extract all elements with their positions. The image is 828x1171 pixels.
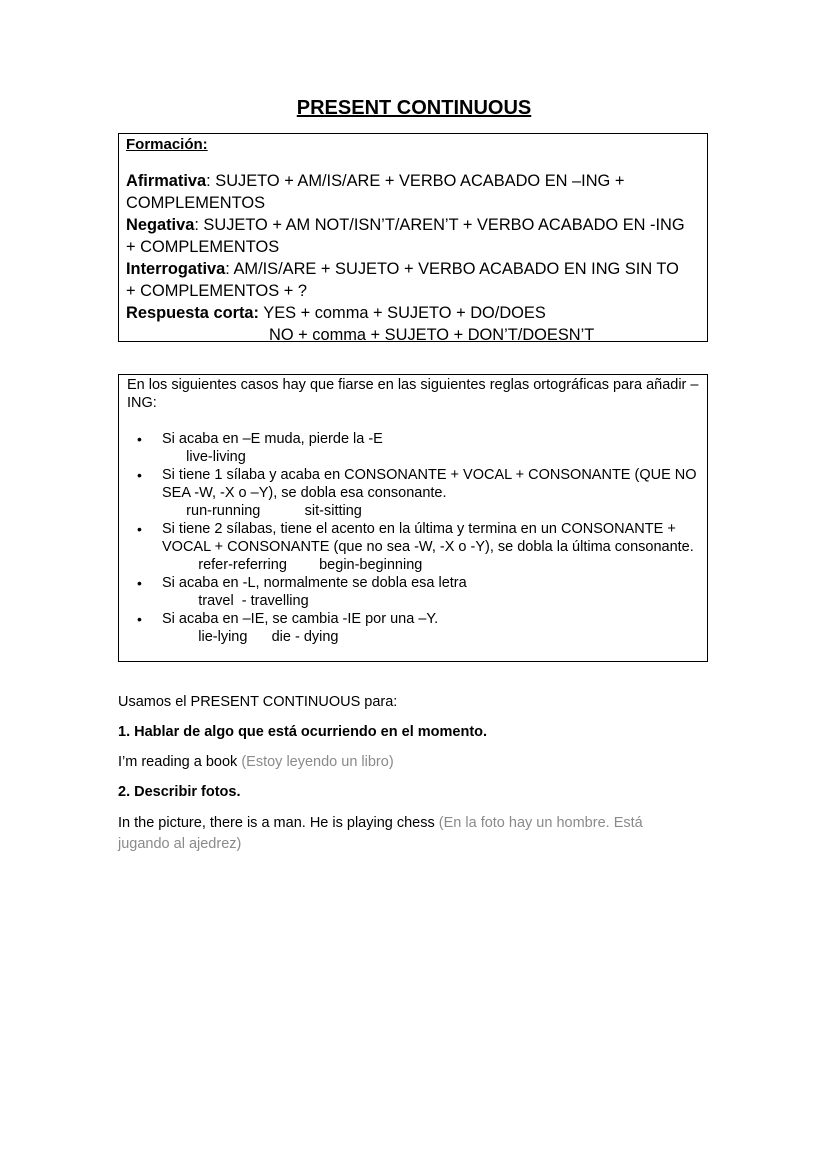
negative-continuation: + COMPLEMENTOS: [126, 238, 280, 256]
rule-example: lie-lying die - dying: [162, 629, 339, 645]
usage-point1-heading-text: 1. Hablar de algo que está ocurriendo en el momento.: [118, 724, 488, 740]
usage-intro: Usamos el PRESENT CONTINUOUS para:: [118, 694, 398, 710]
list-item: [127, 466, 699, 520]
example-translation: (Estoy leyendo un libro): [241, 754, 394, 770]
list-item: [127, 610, 699, 646]
usage-point2-heading-text: 2. Describir fotos.: [118, 784, 241, 800]
list-item: [127, 574, 699, 610]
rule-text: Si acaba en –IE, se cambia -IE por una –Y.: [162, 611, 439, 627]
bullet-icon: •: [137, 521, 142, 537]
short-answer-line: [126, 302, 700, 324]
negative-formula: : SUJETO + AM NOT/ISN’T/AREN’T + VERBO ACABADO EN -ING: [194, 216, 685, 234]
negative-label: Negativa: [126, 216, 195, 234]
rule-text: Si tiene 1 sílaba y acaba en CONSONANTE + VOCAL + CONSONANTE (QUE NO SEA -W, -X o –Y), se dobla esa consonante.: [162, 467, 697, 501]
formation-box: [118, 133, 708, 342]
interrogative-formula: : AM/IS/ARE + SUJETO + VERBO ACABADO EN ING SIN TO: [225, 260, 679, 278]
list-item: [127, 430, 699, 466]
short-answer-yes: YES + comma + SUJETO + DO/DOES: [259, 304, 546, 322]
rule-text: Si acaba en -L, normalmente se dobla esa letra: [162, 575, 467, 591]
interrogative-continuation: + COMPLEMENTOS + ?: [126, 282, 307, 300]
example-sentence: I’m reading a book: [118, 754, 238, 770]
affirmative-line: [126, 170, 700, 192]
formation-label: Formación:: [126, 136, 208, 153]
short-answer-no: NO + comma + SUJETO + DON’T/DOESN’T: [269, 326, 595, 344]
affirmative-continuation: COMPLEMENTOS: [126, 194, 266, 212]
example-translation: (En la foto hay un hombre. Está jugando al ajedrez): [118, 815, 643, 852]
bullet-icon: •: [137, 575, 142, 591]
short-answer-label: Respuesta corta:: [126, 304, 259, 322]
rule-text: Si tiene 2 sílabas, tiene el acento en la última y termina en un CONSONANTE + VOCAL + CONSONANTE (que no sea -W, -X o -Y), se dobla la última consonante.: [162, 521, 694, 555]
page-title: PRESENT CONTINUOUS: [296, 97, 532, 119]
list-item: [127, 520, 699, 574]
interrogative-line: [126, 258, 700, 280]
usage-point2-heading: [118, 782, 718, 803]
bullet-icon: •: [137, 611, 142, 627]
usage-point1-example: [118, 752, 718, 773]
spelling-intro: En los siguientes casos hay que fiarse en las siguientes reglas ortográficas para añadir –ING:: [127, 377, 699, 411]
usage-point2-example: [118, 813, 688, 855]
negative-line: [126, 214, 700, 236]
rule-text: Si acaba en –E muda, pierde la -E: [162, 431, 383, 447]
bullet-icon: •: [137, 467, 142, 483]
interrogative-label: Interrogativa: [126, 260, 226, 278]
usage-point1-heading: [118, 722, 718, 743]
spelling-rules-box: [118, 374, 708, 662]
spelling-rules-list: [127, 430, 699, 646]
bullet-icon: •: [137, 431, 142, 447]
rule-example: travel - travelling: [162, 593, 309, 609]
affirmative-formula: : SUJETO + AM/IS/ARE + VERBO ACABADO EN –ING +: [206, 172, 625, 190]
rule-example: run-running sit-sitting: [162, 503, 362, 519]
affirmative-label: Afirmativa: [126, 172, 207, 190]
example-sentence: In the picture, there is a man. He is playing chess: [118, 815, 435, 831]
rule-example: live-living: [162, 449, 246, 465]
rule-example: refer-referring begin-beginning: [162, 557, 423, 573]
